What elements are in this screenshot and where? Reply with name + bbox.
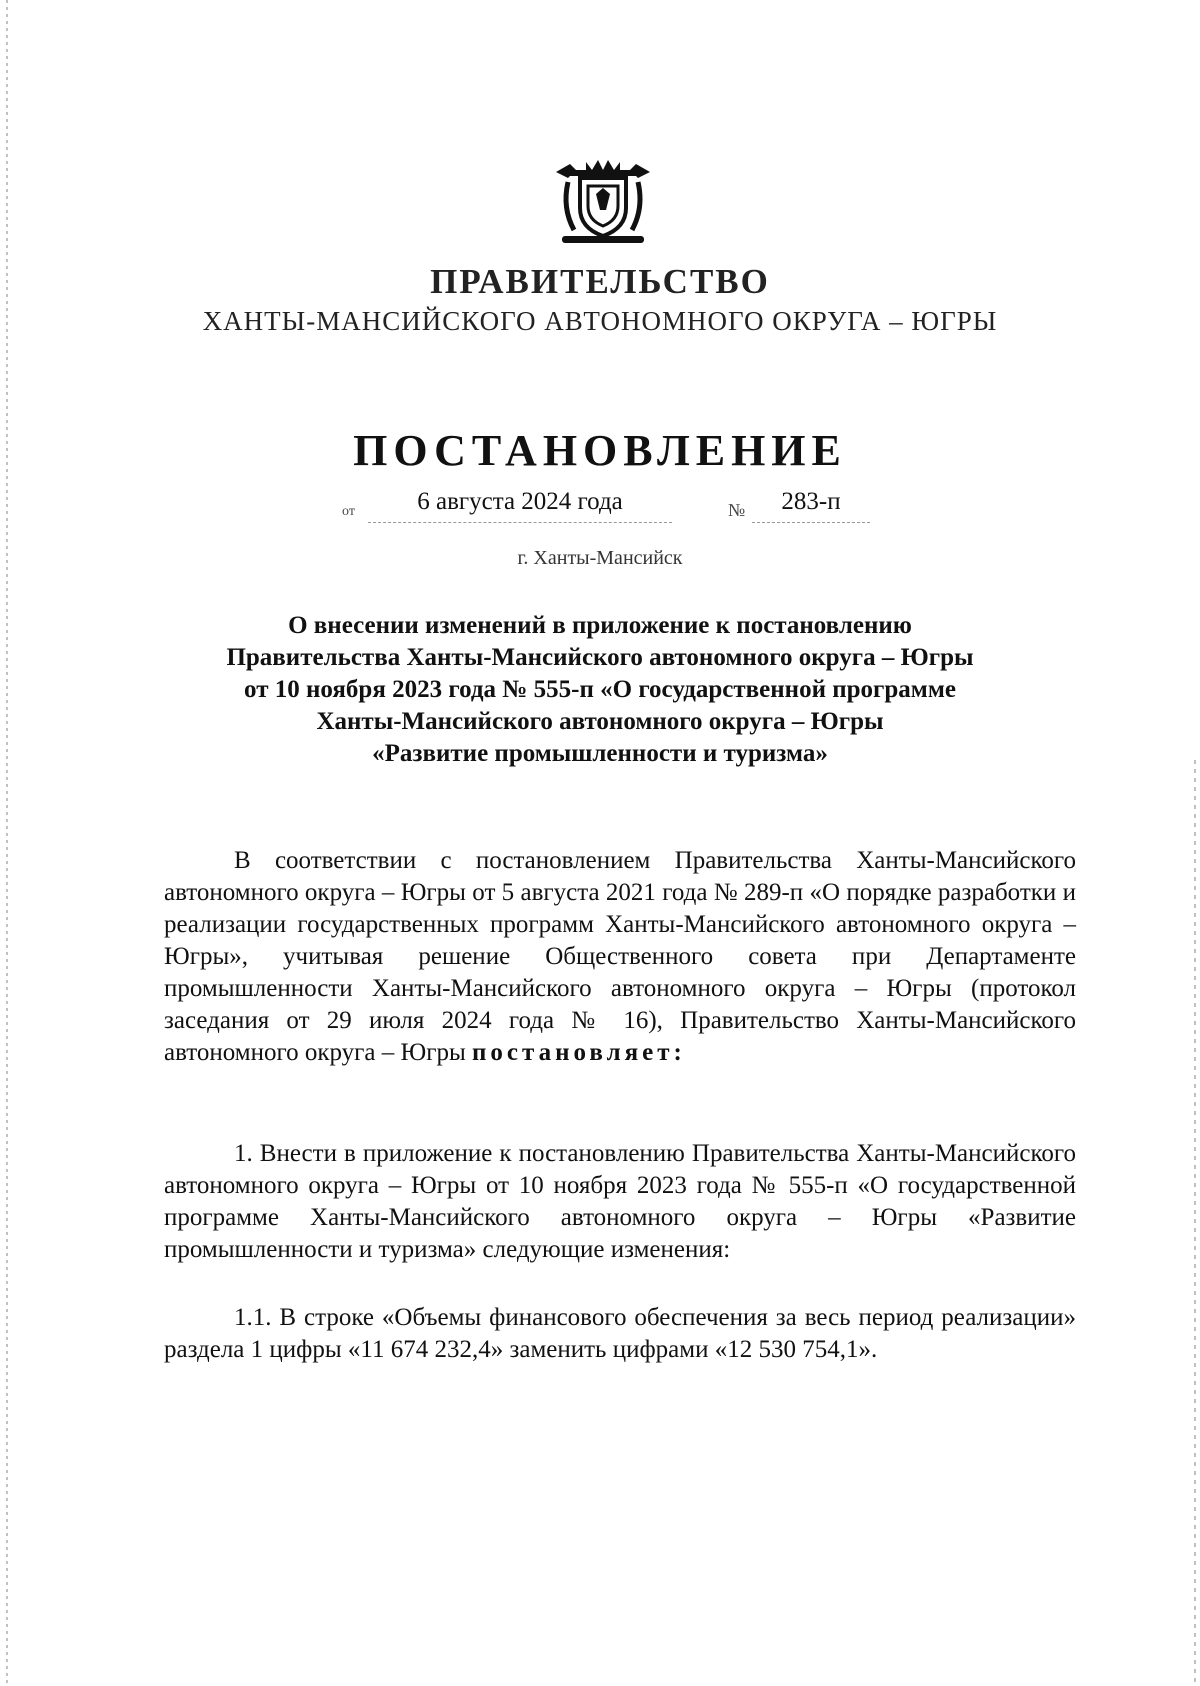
preamble-text: В соответствии с постановлением Правительства Ханты-Мансийского автономного округа – Югры от 5 августа 2021 года № 289-п «О порядке разработки и реализации государственных программ Ханты-Мансийского автономного округа – Югры», учитывая решение Общественного совета при Департаменте промышленности Ханты-Мансийского автономного округа – Югры (протокол заседания от 29 июля 2024 года № 16), Правительство Ханты-Мансийского автономного округа – Югры (164, 847, 1076, 1066)
region-title: ХАНТЫ-МАНСИЙСКОГО АВТОНОМНОГО ОКРУГА – ЮГРЫ (202, 306, 998, 336)
subject-line: О внесении изменений в приложение к постановлению (288, 612, 912, 639)
scan-edge-left (6, 0, 8, 1686)
number-underline (752, 522, 870, 523)
subject-line: «Развитие промышленности и туризма» (372, 740, 828, 767)
subject-line: Ханты-Мансийского автономного округа – Югры (316, 708, 884, 735)
scan-edge-right (1194, 760, 1196, 1686)
subject-line: от 10 ноября 2023 года № 555-п «О государственной программе (244, 676, 956, 703)
document-subject (150, 610, 1050, 770)
date-underline (368, 522, 672, 523)
document-date: 6 августа 2024 года (417, 488, 623, 515)
number-prefix: № (728, 500, 746, 520)
item-1-1-paragraph: 1.1. В строке «Объемы финансового обеспечения за весь период реализации» раздела 1 цифры «11 674 232,4» заменить цифрами «12 530 754,1». (164, 1304, 1076, 1363)
coat-of-arms-icon (548, 158, 658, 248)
city: г. Ханты-Мансийск (517, 547, 683, 569)
document-type: ПОСТАНОВЛЕНИЕ (353, 426, 847, 475)
document-number: 283-п (781, 488, 841, 515)
preamble-paragraph (164, 845, 1076, 1069)
subject-line: Правительства Ханты-Мансийского автономного округа – Югры (226, 644, 974, 671)
date-prefix: от (342, 504, 355, 519)
government-title: ПРАВИТЕЛЬСТВО (430, 262, 770, 301)
resolves-word: постановляет: (472, 1039, 686, 1066)
item-1-paragraph: 1. Внести в приложение к постановлению Правительства Ханты-Мансийского автономного округа – Югры от 10 ноября 2023 года № 555-п «О государственной программе Ханты-Мансийского автономного округа – Югры «Развитие промышленности и туризма» следующие изменения: (164, 1140, 1076, 1263)
date-number-row (0, 488, 1200, 528)
